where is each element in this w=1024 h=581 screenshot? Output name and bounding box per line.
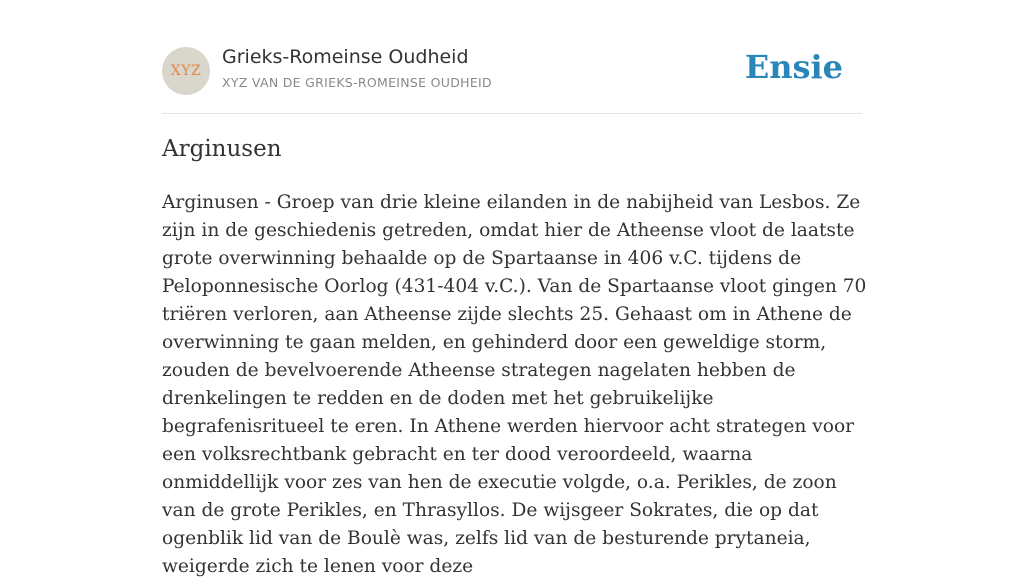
avatar-text: XYZ [170,63,202,79]
brand-logo[interactable]: Ensie [744,48,843,86]
book-avatar[interactable] [162,47,210,95]
book-title[interactable]: Grieks-Romeinse Oudheid [222,46,469,68]
book-subtitle: XYZ VAN DE GRIEKS-ROMEINSE OUDHEID [222,75,492,90]
header [162,46,862,96]
header-divider [162,113,862,114]
entry-body: Arginusen - Groep van drie kleine eilanden in de nabijheid van Lesbos. Ze zijn in de geschiedenis getreden, omdat hier de Atheense vloot de laatste grote overwinning behaalde op de Spartaanse in 406 v.C. tijdens de Peloponnesische Oorlog (431-404 v.C.). Van de Spartaanse vloot gingen 70 triëren verloren, aan Atheense zijde slechts 25. Gehaast om in Athene de overwinning te gaan melden, en gehinderd door een geweldige storm, zouden de bevelvoerende Atheense strategen nagelaten hebben de drenkelingen te redden en de doden met het gebruikelijke begrafenisritueel te eren. In Athene werden hiervoor acht strategen voor een volksrechtbank gebracht en ter dood veroordeeld, waarna onmiddellijk voor zes van hen de executie volgde, o.a. Perikles, de zoon van de grote Perikles, en Thrasyllos. De wijsgeer Sokrates, die op dat ogenblik lid van de Boulè was, zelfs lid van de besturende prytaneia, weigerde zich te lenen voor deze [162,192,867,577]
entry-title: Arginusen [162,136,282,162]
